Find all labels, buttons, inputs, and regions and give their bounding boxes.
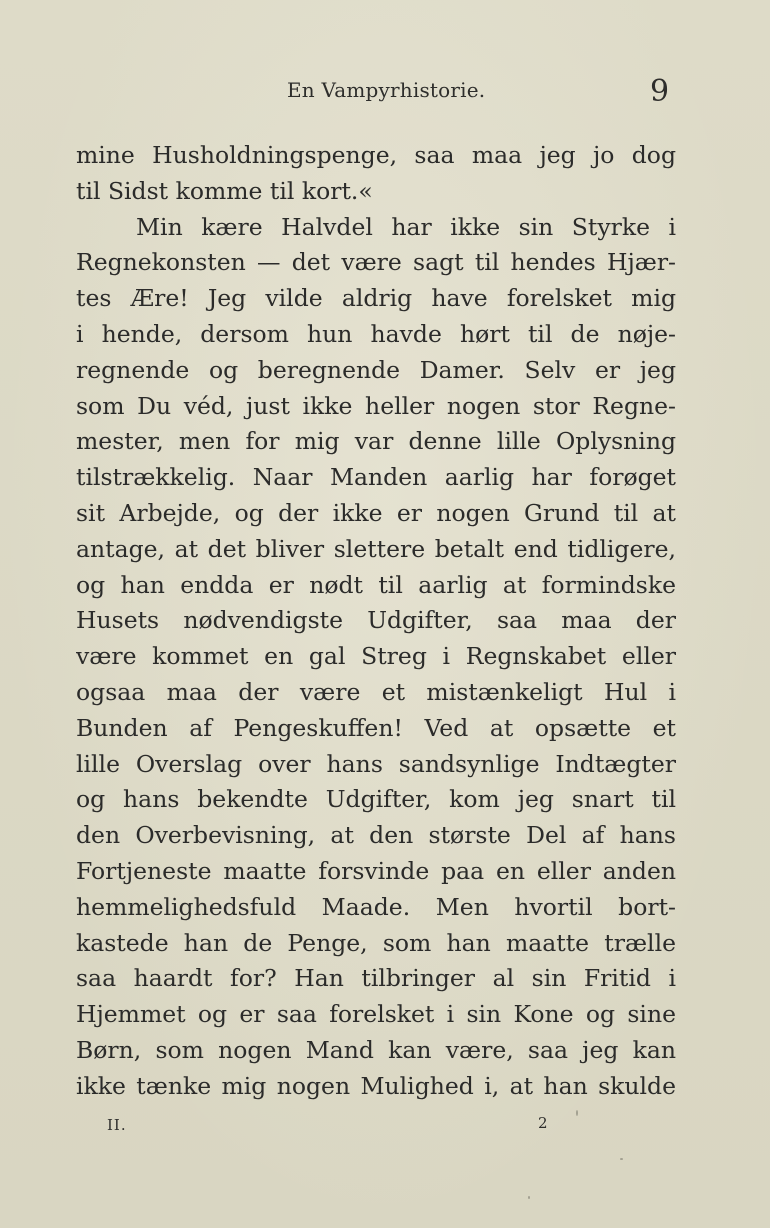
text-line: den Overbevisning, at den største Del af hans <box>76 821 676 850</box>
text-line: Min kære Halvdel har ikke sin Styrke i <box>136 212 676 241</box>
page-number: 9 <box>650 74 670 109</box>
body-text <box>76 138 676 1105</box>
paper-speck <box>528 1196 530 1199</box>
text-line: Regnekonsten — det være sagt til hendes Hjær- <box>76 248 676 277</box>
text-line: Bunden af Pengeskuffen! Ved at opsætte et <box>76 713 676 742</box>
text-line: kastede han de Penge, som han maatte trælle <box>76 928 676 957</box>
text-line: Husets nødvendigste Udgifter, saa maa der <box>76 606 676 635</box>
text-line: mine Husholdningspenge, saa maa jeg jo dog <box>76 141 676 169</box>
text-line: til Sidst komme til kort.« <box>76 176 373 205</box>
text-line: saa haardt for? Han tilbringer al sin Fritid i <box>76 964 676 993</box>
text-line: antage, at det bliver slettere betalt end tidligere, <box>76 534 676 563</box>
signature-mark: II. <box>107 1116 127 1134</box>
text-line: tilstrækkelig. Naar Manden aarlig har forøget <box>76 463 676 492</box>
text-line: Fortjeneste maatte forsvinde paa en eller anden <box>76 856 676 885</box>
text-line: hemmelighedsfuld Maade. Men hvortil bort- <box>76 892 676 921</box>
text-line: i hende, dersom hun havde hørt til de nøje- <box>76 319 676 348</box>
text-line: og hans bekendte Udgifter, kom jeg snart til <box>76 785 676 814</box>
text-line: mester, men for mig var denne lille Oplysning <box>76 427 676 456</box>
text-line: være kommet en gal Streg i Regnskabet eller <box>76 642 676 671</box>
running-title: En Vampyrhistorie. <box>287 78 486 102</box>
text-line: som Du véd, just ikke heller nogen stor Regne- <box>76 391 676 420</box>
text-line: ogsaa maa der være et mistænkeligt Hul i <box>76 677 676 706</box>
text-line: regnende og beregnende Damer. Selv er jeg <box>76 355 676 384</box>
text-line: Hjemmet og er saa forelsket i sin Kone og sine <box>76 1000 676 1029</box>
text-line: Børn, som nogen Mand kan være, saa jeg kan <box>76 1035 676 1064</box>
signature-number: 2 <box>538 1114 548 1132</box>
text-line: sit Arbejde, og der ikke er nogen Grund til at <box>76 498 676 527</box>
paper-speck <box>576 1110 578 1116</box>
text-line: ikke tænke mig nogen Mulighed i, at han skulde <box>76 1071 676 1100</box>
text-line: og han endda er nødt til aarlig at formindske <box>76 570 676 599</box>
paper-speck <box>620 1158 623 1160</box>
text-line: lille Overslag over hans sandsynlige Indtægter <box>76 749 676 778</box>
text-line: tes Ære! Jeg vilde aldrig have forelsket mig <box>76 284 676 313</box>
